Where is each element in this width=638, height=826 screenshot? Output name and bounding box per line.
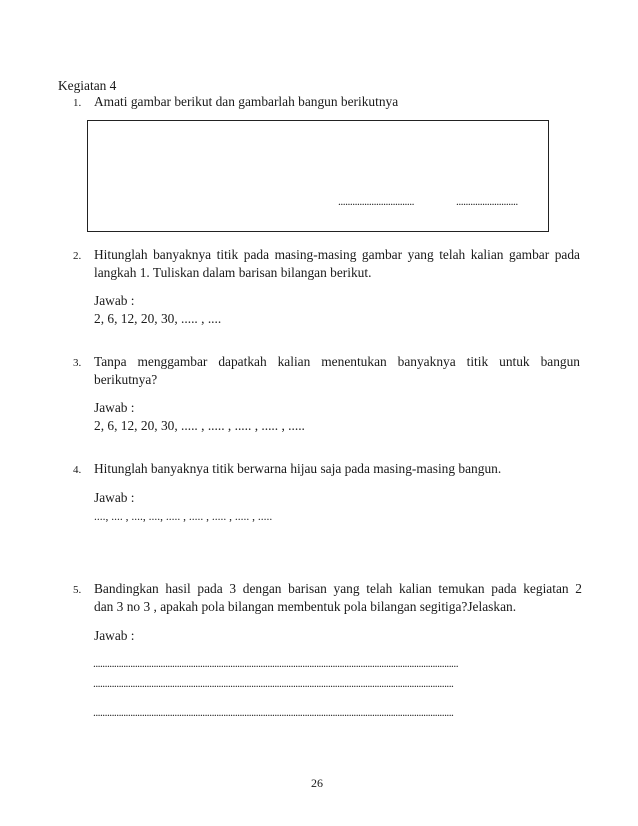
question-2-number: 2. [73,250,82,262]
question-4-number: 4. [73,464,82,476]
question-2-line-2: langkah 1. Tuliskan dalam barisan bilangan berikut. [94,265,372,280]
question-5-line-2: dan 3 no 3 , apakah pola bilangan membentuk pola bilangan segitiga?Jelaskan. [94,599,517,614]
question-2-answer-label: Jawab : [94,293,135,308]
question-5-answer-line-1: ............................................................................................................................................................. [93,658,459,670]
question-5-answer-line-2: ........................................................................................................................................................... [93,678,454,690]
question-4-answer: ...., .... , ...., ...., ..... , ..... , ..... , ..... , ..... [94,511,273,523]
question-4-text: Hitunglah banyaknya titik berwarna hijau saja pada masing-masing bangun. [94,461,502,476]
question-2-answer: 2, 6, 12, 20, 30, ..... , .... [94,311,222,326]
drawing-blank-2: .......................... [456,196,518,208]
question-3-number: 3. [73,357,82,369]
drawing-box [87,120,549,232]
question-2-line-1: Hitunglah banyaknya titik pada masing-masing gambar yang telah kalian gambar pada [94,247,580,262]
question-1-text: Amati gambar berikut dan gambarlah bangun berikutnya [94,94,399,109]
drawing-blank-1: ................................ [338,196,414,208]
question-5-line-1: Bandingkan hasil pada 3 dengan barisan yang telah kalian temukan pada kegiatan 2 [94,581,582,596]
question-3-answer-label: Jawab : [94,400,135,415]
question-5-number: 5. [73,584,82,596]
question-5-answer-line-3: ........................................................................................................................................................... [93,707,454,719]
question-3-line-1: Tanpa menggambar dapatkah kalian menentukan banyaknya titik untuk bangun [94,354,580,369]
activity-title: Kegiatan 4 [58,78,117,93]
question-3-answer: 2, 6, 12, 20, 30, ..... , ..... , ..... , ..... , ..... [94,418,305,433]
question-3-line-2: berikutnya? [94,372,158,387]
page-number: 26 [311,776,323,790]
question-4-answer-label: Jawab : [94,490,135,505]
question-1-number: 1. [73,97,82,109]
question-5-answer-label: Jawab : [94,628,135,643]
